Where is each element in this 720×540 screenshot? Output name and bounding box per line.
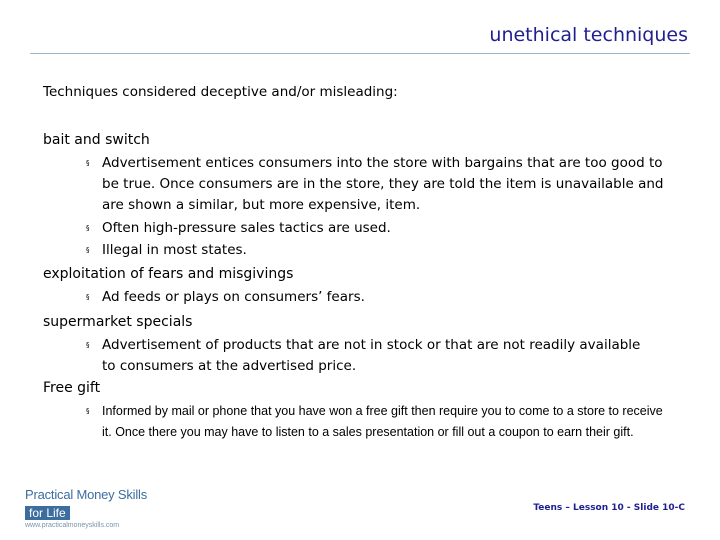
section-heading-bait-and-switch: bait and switch bbox=[43, 132, 150, 148]
slide-number: Teens – Lesson 10 - Slide 10-C bbox=[533, 503, 685, 513]
bullet-text: Illegal in most states. bbox=[102, 242, 247, 258]
bullet-text: Often high-pressure sales tactics are used. bbox=[102, 220, 391, 236]
bullet-text: Ad feeds or plays on consumers’ fears. bbox=[102, 289, 365, 305]
logo-subtitle: for Life bbox=[25, 506, 70, 520]
bullet-icon: § bbox=[86, 407, 90, 415]
bullet-icon: § bbox=[86, 293, 90, 301]
logo bbox=[25, 487, 165, 529]
slide-title: unethical techniques bbox=[489, 24, 688, 46]
bullet-icon: § bbox=[86, 341, 90, 349]
bullet-text: Advertisement of products that are not in stock or that are not readily available to consumers at the advertised price. bbox=[102, 337, 641, 374]
section-heading-exploitation: exploitation of fears and misgivings bbox=[43, 266, 294, 282]
bullet-icon: § bbox=[86, 246, 90, 254]
title-divider bbox=[30, 53, 690, 54]
logo-title: Practical Money Skills bbox=[25, 487, 148, 502]
intro-text: Techniques considered deceptive and/or misleading: bbox=[43, 84, 398, 100]
bullet-text: Informed by mail or phone that you have won a free gift then require you to come to a store to receive it. Once there you may have to listen to a sales presentation or fill out a coupon to earn their gift. bbox=[102, 404, 663, 439]
section-heading-supermarket-specials: supermarket specials bbox=[43, 314, 193, 330]
logo-url: www.practicalmoneyskills.com bbox=[25, 522, 120, 529]
bullet-icon: § bbox=[86, 224, 90, 232]
bullet-icon: § bbox=[86, 159, 90, 167]
section-heading-free-gift: Free gift bbox=[43, 380, 101, 396]
bullet-text: Advertisement entices consumers into the store with bargains that are too good to be true. Once consumers are in the store, they are told the item is unavailable and are shown a similar, but more expensive, item. bbox=[102, 155, 664, 213]
